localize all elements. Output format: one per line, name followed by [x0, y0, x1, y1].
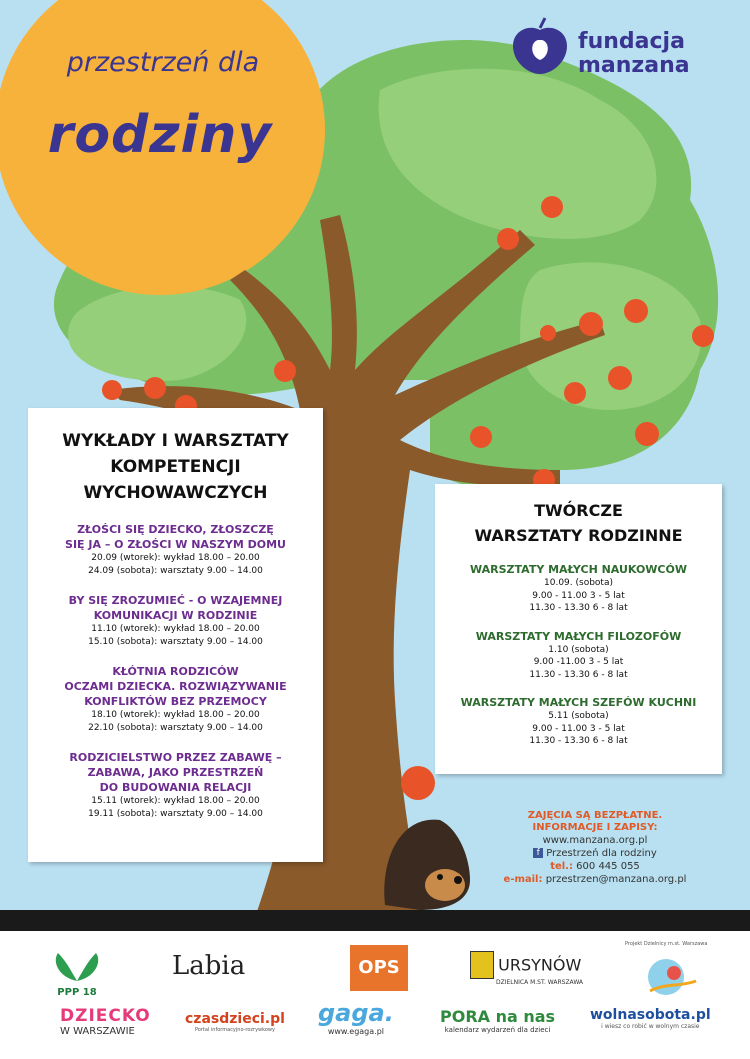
czasdzieci-sub: Portal informacyjno-rozrywkowy: [194, 1027, 275, 1033]
ursynow-text: URSYNÓW: [498, 955, 582, 975]
czasdzieci-text: czasdzieci.pl: [185, 1011, 285, 1027]
title-line: BY SIĘ ZROZUMIEĆ - O WZAJEMNEJ: [68, 594, 283, 607]
workshop-time: 9.00 - 11.00 3 - 5 lat: [532, 590, 625, 601]
warszawie-text: W WARSZAWIE: [60, 1026, 135, 1037]
workshop-time: 11.30 - 13.30 6 - 8 lat: [529, 669, 628, 680]
workshop-title: WARSZTATY MAŁYCH SZEFÓW KUCHNI: [460, 696, 697, 709]
info-heading: INFORMACJE I ZAPISY:: [532, 822, 658, 833]
email-label: e-mail:: [503, 874, 543, 885]
title-line: KONFLIKTÓW BEZ PRZEMOCY: [84, 695, 267, 708]
labia-logo: Labia: [172, 951, 246, 981]
lecture-item: [28, 522, 323, 577]
phone-number[interactable]: 600 445 055: [576, 861, 640, 872]
dziecko-w-warszawie-logo: [60, 1006, 151, 1037]
lectures-card: [28, 408, 323, 862]
lecture-date: 15.11 (wtorek): wykład 18.00 – 20.00: [91, 796, 260, 806]
ppp-text: PPP 18: [57, 987, 97, 998]
title-line: RODZICIELSTWO PRZEZ ZABAWĘ –: [69, 751, 282, 764]
lecture-date: 15.10 (sobota): warsztaty 9.00 – 14.00: [88, 636, 263, 647]
email-link[interactable]: przestrzen@manzana.org.pl: [545, 874, 687, 885]
workshop-date: 1.10 (sobota): [548, 644, 609, 655]
title-line-1: przestrzeń dla: [66, 47, 260, 78]
lecture-item: [28, 664, 323, 734]
workshop-title: WARSZTATY MAŁYCH NAUKOWCÓW: [469, 563, 687, 576]
ursynow-logo: [470, 951, 583, 986]
heading-line: WARSZTATY RODZINNE: [474, 526, 683, 545]
ops-logo: OPS: [350, 945, 408, 991]
lecture-date: 22.10 (sobota): warsztaty 9.00 – 14.00: [88, 722, 263, 733]
ground: [0, 910, 750, 931]
sponsor-note: Projekt Dzielnicy m.st. Warszawa: [625, 941, 708, 947]
workshop-item: [435, 629, 722, 682]
ppp-leaf-icon: [48, 949, 106, 983]
workshops-heading: [435, 498, 722, 548]
workshop-time: 9.00 - 11.00 3 - 5 lat: [532, 723, 625, 734]
brand-line-2: manzana: [578, 53, 690, 78]
title-line: SIĘ JA – O ZŁOŚCI W NASZYM DOMU: [65, 538, 286, 551]
contact-info: [470, 810, 720, 886]
wolnasobota-sub: i wiesz co robić w wolnym czasie: [601, 1023, 700, 1030]
phone-line: [470, 860, 720, 873]
title-line-2: rodziny: [47, 105, 273, 165]
lecture-date: 18.10 (wtorek): wykład 18.00 – 20.00: [91, 710, 260, 720]
gaga-logo: [318, 999, 394, 1036]
lecture-title: [28, 664, 323, 709]
website-link[interactable]: www.manzana.org.pl: [542, 835, 648, 846]
workshop-time: 11.30 - 13.30 6 - 8 lat: [529, 603, 628, 613]
gaga-text: gaga.: [318, 999, 394, 1027]
title-line: KOMUNIKACJI W RODZINIE: [93, 609, 258, 622]
dziecko-text: DZIECKO: [60, 1006, 151, 1026]
heading-line: KOMPETENCJI: [110, 457, 241, 477]
festival-icon: [640, 953, 700, 1001]
wolnasobota-text: wolnasobota.pl: [590, 1007, 711, 1023]
ppp-logo: [48, 949, 106, 998]
lecture-date: 24.09 (sobota): warsztaty 9.00 – 14.00: [88, 565, 263, 576]
title-line: ZABAWA, JAKO PRZESTRZEŃ: [87, 766, 264, 779]
facebook-link[interactable]: [470, 847, 720, 860]
email-line: [470, 873, 720, 886]
lecture-date: 20.09 (wtorek): wykład 18.00 – 20.00: [91, 553, 260, 563]
pora-na-nas-logo: [440, 1007, 555, 1034]
facebook-icon: f: [533, 848, 543, 858]
workshop-date: 5.11 (sobota): [548, 711, 609, 721]
heading-line: TWÓRCZE: [534, 501, 623, 520]
title-line: ZŁOŚCI SIĘ DZIECKO, ZŁOSZCZĘ: [77, 523, 274, 536]
workshop-item: [435, 562, 722, 615]
lecture-item: [28, 750, 323, 820]
czasdzieci-logo: [185, 1011, 285, 1033]
heading-line: WYKŁADY I WARSZTATY: [62, 431, 289, 451]
pora-sub: kalendarz wydarzeń dla dzieci: [444, 1026, 551, 1034]
workshop-title: WARSZTATY MAŁYCH FILOZOFÓW: [475, 629, 682, 643]
workshop-item: [435, 695, 722, 748]
pora-text: PORA na nas: [440, 1007, 556, 1026]
facebook-text: Przestrzeń dla rodziny: [546, 848, 657, 859]
free-note: ZAJĘCIA SĄ BEZPŁATNE.: [527, 810, 663, 821]
lecture-title: [28, 522, 323, 552]
lecture-date: 11.10 (wtorek): wykład 18.00 – 20.00: [91, 624, 260, 634]
lecture-date: 19.11 (sobota): warsztaty 9.00 – 14.00: [88, 808, 263, 819]
title-line: DO BUDOWANIA RELACJI: [99, 781, 252, 794]
festival-logo: [640, 953, 700, 1001]
title-line: KŁÓTNIA RODZICÓW: [112, 665, 239, 678]
workshop-time: 9.00 -11.00 3 - 5 lat: [533, 657, 624, 667]
phone-label: tel.:: [550, 861, 573, 872]
lecture-title: [28, 750, 323, 795]
lecture-item: [28, 593, 323, 648]
sponsor-logos: [0, 931, 750, 1059]
title-line: OCZAMI DZIECKA. ROZWIĄZYWANIE: [64, 680, 287, 693]
brand-name: [578, 30, 690, 78]
workshop-date: 10.09. (sobota): [544, 578, 613, 588]
gaga-sub: www.egaga.pl: [327, 1027, 385, 1036]
workshops-card: [435, 484, 722, 774]
lecture-title: [28, 593, 323, 623]
workshop-time: 11.30 - 13.30 6 - 8 lat: [529, 736, 628, 746]
wolnasobota-logo: [590, 1007, 711, 1030]
ursynow-sub: DZIELNICA M.ST. WARSZAWA: [496, 979, 584, 986]
brand-line-1: fundacja: [578, 29, 685, 54]
ursynow-crest-icon: [470, 951, 494, 979]
lectures-heading: [28, 428, 323, 506]
heading-line: WYCHOWAWCZYCH: [83, 483, 268, 503]
